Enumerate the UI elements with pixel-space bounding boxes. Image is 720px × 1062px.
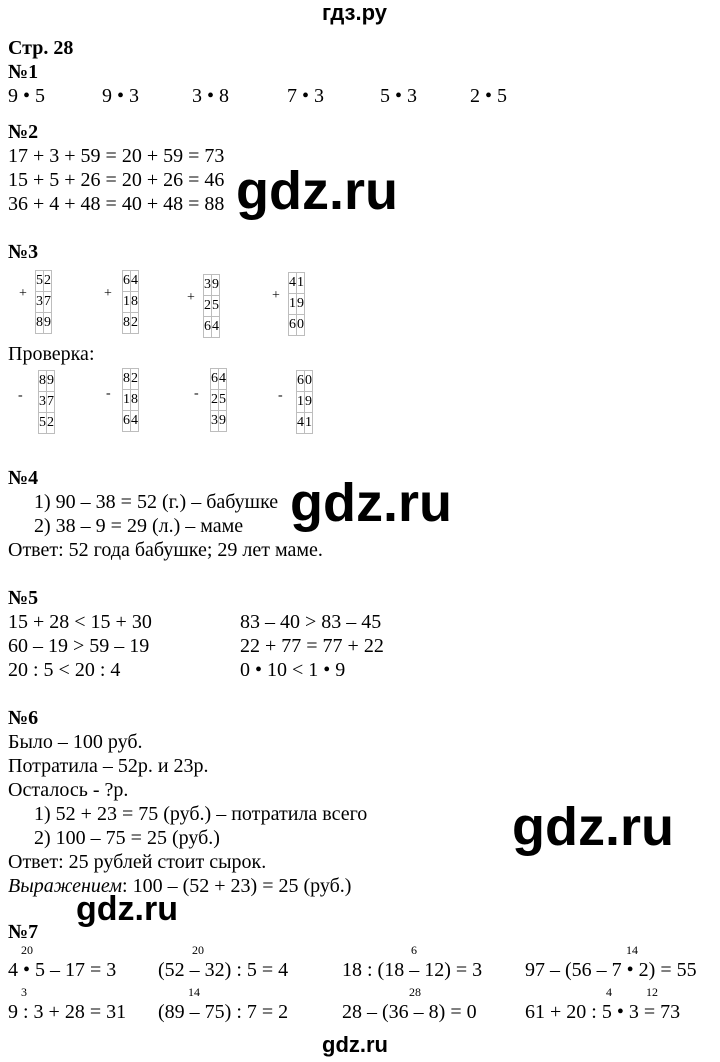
watermark: gdz.ru [290,473,452,533]
digit: 9 [297,294,305,315]
task2-line: 36 + 4 + 48 = 40 + 48 = 88 [8,193,225,215]
digit: 6 [123,411,131,432]
task7-expression: 18 : (18 – 12) = 3 [342,959,483,981]
digit: 2 [131,313,139,334]
digit: 8 [36,313,44,334]
digit: 8 [39,371,47,392]
digit: 6 [204,317,212,338]
order-superscript: 14 [626,943,638,957]
task1-item: 7 • 3 [287,85,325,107]
operation-sign: + [272,288,280,303]
order-superscript: 20 [192,943,204,957]
digit: 2 [131,369,139,390]
task2-line: 15 + 5 + 26 = 20 + 26 = 46 [8,169,225,191]
digit: 0 [297,315,305,336]
task7-expression: (89 – 75) : 7 = 2 [158,1001,289,1023]
task1-item: 2 • 5 [470,85,508,107]
site-header: гдз.ру [322,0,387,25]
order-superscript: 6 [411,943,417,957]
task7-expression: 4 • 5 – 17 = 3 [8,959,117,981]
digit: 8 [123,369,131,390]
task2-number: №2 [8,121,39,143]
task4-step: 1) 90 – 38 = 52 (г.) – бабушке [34,491,279,513]
digit: 8 [131,390,139,411]
digit: 9 [305,392,313,413]
task7-expression: 97 – (56 – 7 • 2) = 55 [525,959,697,981]
digit: 4 [212,317,220,338]
digit: 1 [297,392,305,413]
digit: 3 [211,411,219,432]
digit: 4 [131,271,139,292]
task5-right: 22 + 77 = 77 + 22 [240,635,384,657]
digit: 6 [211,369,219,390]
digit: 6 [297,371,305,392]
digit: 0 [305,371,313,392]
task1-item: 9 • 5 [8,85,46,107]
digit: 2 [204,296,212,317]
digit: 7 [44,292,52,313]
operation-sign: + [19,286,27,301]
task3-number: №3 [8,241,39,263]
digit: 9 [219,411,227,432]
digit: 2 [211,390,219,411]
digit: 1 [123,390,131,411]
task7-expression: 61 + 20 : 5 • 3 = 73 [525,1001,681,1023]
task6-number: №6 [8,707,39,729]
digit: 1 [305,413,313,434]
task6-spent: Потратила – 52р. и 23р. [8,755,209,777]
digit: 7 [47,392,55,413]
task5-number: №5 [8,587,39,609]
digit: 1 [123,292,131,313]
operation-sign: - [194,386,199,401]
digit: 5 [36,271,44,292]
site-footer: gdz.ru [322,1032,388,1057]
watermark: gdz.ru [512,797,674,857]
task6-expression [8,876,351,896]
digit: 1 [289,294,297,315]
task4-answer: Ответ: 52 года бабушке; 29 лет маме. [8,539,323,561]
digit: 8 [131,292,139,313]
order-superscript: 28 [409,985,421,999]
digit: 4 [219,369,227,390]
digit: 5 [39,413,47,434]
task6-left: Осталось - ?р. [8,779,129,801]
digit: 8 [123,313,131,334]
operation-sign: + [104,286,112,301]
task1-item: 9 • 3 [102,85,140,107]
digit: 4 [131,411,139,432]
task6-step: 1) 52 + 23 = 75 (руб.) – потратила всего [34,803,368,825]
task4-step: 2) 38 – 9 = 29 (л.) – маме [34,515,244,537]
page-label: Стр. 28 [8,37,74,59]
digit: 5 [212,296,220,317]
digit: 4 [289,273,297,294]
digit: 1 [297,273,305,294]
task1-item: 3 • 8 [192,85,230,107]
digit: 2 [47,413,55,434]
order-superscript: 12 [646,985,658,999]
task1-number: №1 [8,61,39,83]
digit: 9 [47,371,55,392]
watermark: gdz.ru [76,890,178,928]
task5-right: 0 • 10 < 1 • 9 [240,659,346,681]
operation-sign: - [106,386,111,401]
task5-left: 60 – 19 > 59 – 19 [8,635,150,657]
task6-step: 2) 100 – 75 = 25 (руб.) [34,827,220,849]
task7-expression: 9 : 3 + 28 = 31 [8,1001,127,1023]
task6-answer: Ответ: 25 рублей стоит сырок. [8,851,267,873]
watermark: gdz.ru [236,161,398,221]
task4-number: №4 [8,467,39,489]
digit: 6 [123,271,131,292]
order-superscript: 4 [606,985,612,999]
task6-was: Было – 100 руб. [8,731,143,753]
task1-item: 5 • 3 [380,85,418,107]
digit: 6 [289,315,297,336]
digit: 9 [212,275,220,296]
digit: 4 [297,413,305,434]
order-superscript: 3 [21,985,27,999]
operation-sign: + [187,290,195,305]
task7-number: №7 [8,921,39,943]
operation-sign: - [18,388,23,403]
task5-left: 20 : 5 < 20 : 4 [8,659,121,681]
digit: 5 [219,390,227,411]
digit: 3 [39,392,47,413]
expression-label: Выражением [8,875,123,897]
order-superscript: 20 [21,943,33,957]
digit: 9 [44,313,52,334]
task7-expression: 28 – (36 – 8) = 0 [342,1001,477,1023]
digit: 2 [44,271,52,292]
task7-expression: (52 – 32) : 5 = 4 [158,959,289,981]
order-superscript: 14 [188,985,200,999]
digit: 3 [204,275,212,296]
operation-sign: - [278,388,283,403]
task2-line: 17 + 3 + 59 = 20 + 59 = 73 [8,145,225,167]
task5-right: 83 – 40 > 83 – 45 [240,611,382,633]
digit: 3 [36,292,44,313]
check-label: Проверка: [8,343,95,365]
task5-left: 15 + 28 < 15 + 30 [8,611,152,633]
expression-text: : 100 – (52 + 23) = 25 (руб.) [122,875,352,897]
